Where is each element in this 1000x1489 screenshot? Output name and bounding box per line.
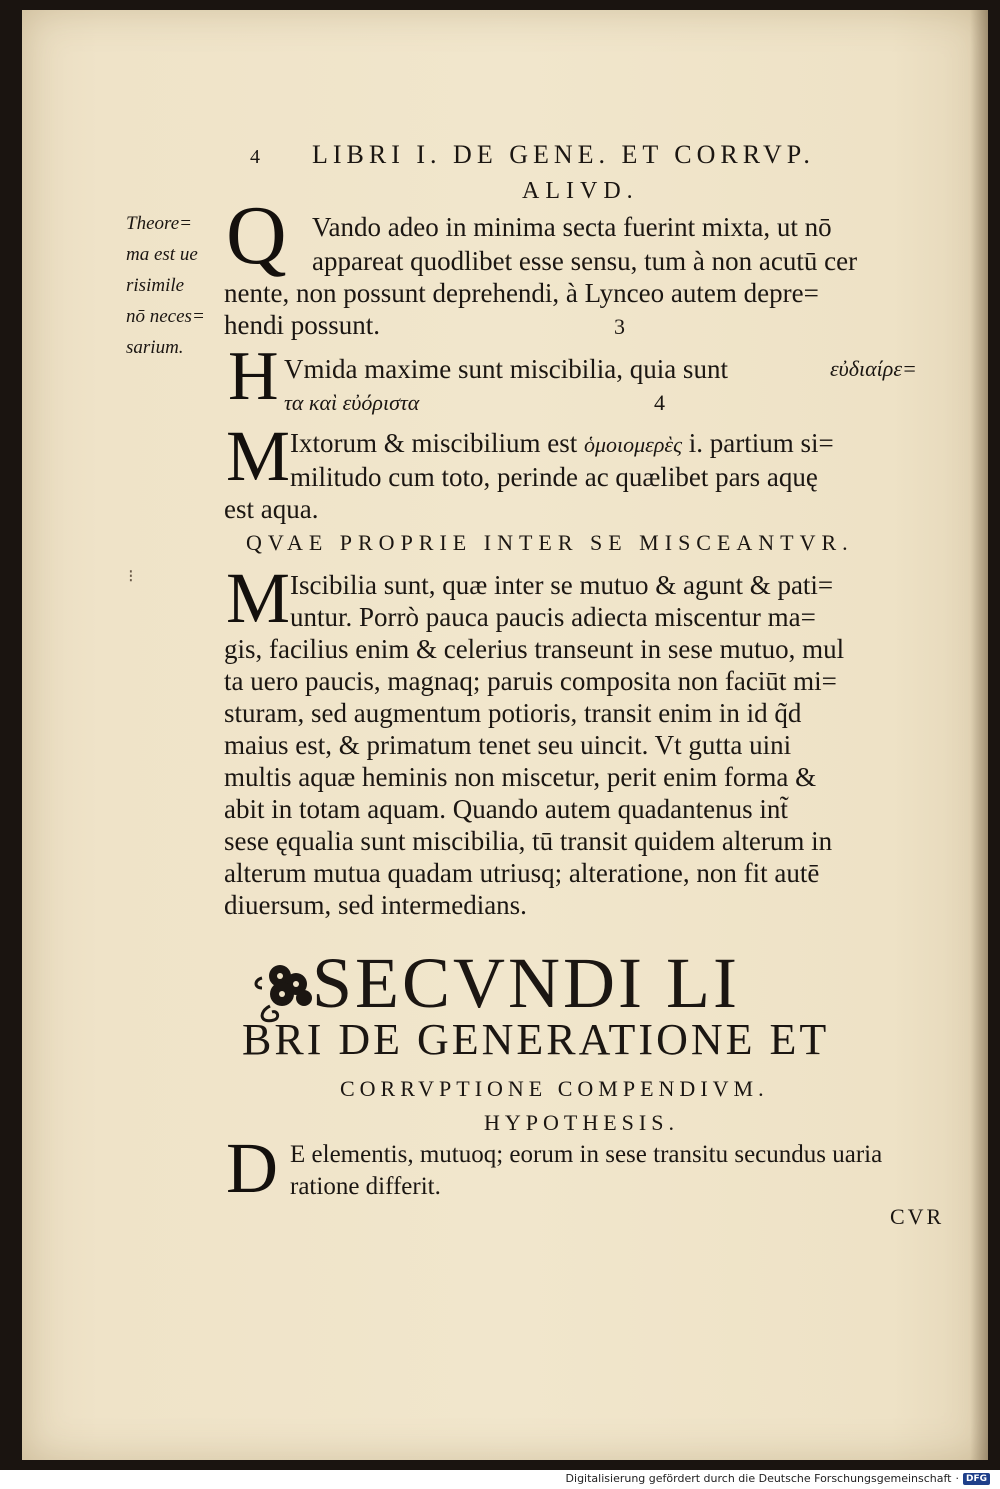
dropcap-m: M <box>226 558 291 638</box>
text-line: abit in totam aquam. Quando autem quadantenus int̃ <box>224 794 788 824</box>
text-line <box>290 428 834 460</box>
text-line: diuersum, sed intermedians. <box>224 890 527 920</box>
margin-note <box>126 208 216 363</box>
running-head: LIBRI I. DE GENE. ET CORRVP. <box>312 140 815 169</box>
greek-line: τα καὶ εὐόριστα <box>284 390 420 415</box>
footer <box>566 1472 990 1485</box>
margin-note-line: sarium. <box>126 337 184 358</box>
text-line: ratione differit. <box>290 1173 441 1200</box>
text-line: Iscibilia sunt, quæ inter se mutuo & agunt & pati= <box>290 570 834 600</box>
text-line: appareat quodlibet esse sensu, tum à non acutū cer <box>312 246 858 276</box>
book-subtitle: CORRVPTIONE COMPENDIVM. <box>340 1076 769 1101</box>
text-line: multis aquæ heminis non miscetur, perit enim forma & <box>224 762 817 792</box>
hypothesis-heading: HYPOTHESIS. <box>484 1110 679 1135</box>
dropcap-h: H <box>228 338 279 415</box>
catchword: CVR <box>890 1204 945 1229</box>
text-line: nente, non possunt deprehendi, à Lynceo autem depre= <box>224 278 819 308</box>
footer-text: Digitalisierung gefördert durch die Deutsche Forschungsgemeinschaft <box>565 1472 952 1485</box>
greek-word: εὐδιαίρε= <box>830 356 917 381</box>
section-heading: QVAE PROPRIE INTER SE MISCEANTVR. <box>246 530 854 555</box>
margin-note-line: ma est ue <box>126 244 198 265</box>
text-line: hendi possunt. <box>224 310 381 340</box>
text-line: militudo cum toto, perinde ac quælibet pars aquę <box>290 462 818 492</box>
text-line: gis, facilius enim & celerius transeunt in sese mutuo, mul <box>224 634 845 664</box>
text-line: ta uero paucis, magnaq; paruis composita non faciūt mi= <box>224 666 837 696</box>
ink-speck: ⁝ <box>128 566 134 586</box>
book-title-line1: SECVNDI LI <box>312 943 740 1023</box>
text-line: sturam, sed augmentum potioris, transit enim in id q̃d <box>224 698 802 728</box>
aliud-heading: ALIVD. <box>522 178 639 204</box>
text-line: Vando adeo in minima secta fuerint mixta, ut nō <box>312 212 832 242</box>
text-line: E elementis, mutuoq; eorum in sese transitu secundus uaria <box>290 1141 883 1168</box>
footer-separator: · <box>955 1472 959 1485</box>
page-gutter-shadow <box>970 10 988 1460</box>
text-line: untur. Porrò pauca paucis adiecta miscentur ma= <box>290 602 816 632</box>
dropcap-m: M <box>226 416 291 496</box>
book-page <box>22 10 988 1460</box>
text-line: maius est, & primatum tenet seu uincit. Vt gutta uini <box>224 730 792 760</box>
margin-note-line: risimile <box>126 275 185 296</box>
dfg-logo: DFG <box>963 1473 990 1485</box>
book-title-line2: BRI DE GENERATIONE ET <box>242 1015 830 1064</box>
dropcap-q: Q <box>226 189 287 282</box>
text-line: sese ęqualia sunt miscibilia, tū transit quidem alterum in <box>224 826 833 856</box>
dropcap-d: D <box>226 1128 278 1208</box>
greek-word: ὁμοιομερὲς <box>583 432 683 457</box>
text-line: Vmida maxime sunt miscibilia, quia sunt <box>284 354 728 384</box>
text-segment: i. partium si= <box>688 428 834 458</box>
marginal-number: 3 <box>614 314 625 339</box>
margin-note-line: nō neces= <box>126 306 205 327</box>
marginal-number: 4 <box>654 390 665 415</box>
text-segment: Ixtorum & miscibilium est <box>290 428 578 458</box>
text-line: est aqua. <box>224 494 319 524</box>
folio-mark: 4 <box>250 146 260 168</box>
text-line: alterum mutua quadam utriusq; alteratione, non fit autē <box>224 858 820 888</box>
margin-note-line: Theore= <box>126 213 192 234</box>
